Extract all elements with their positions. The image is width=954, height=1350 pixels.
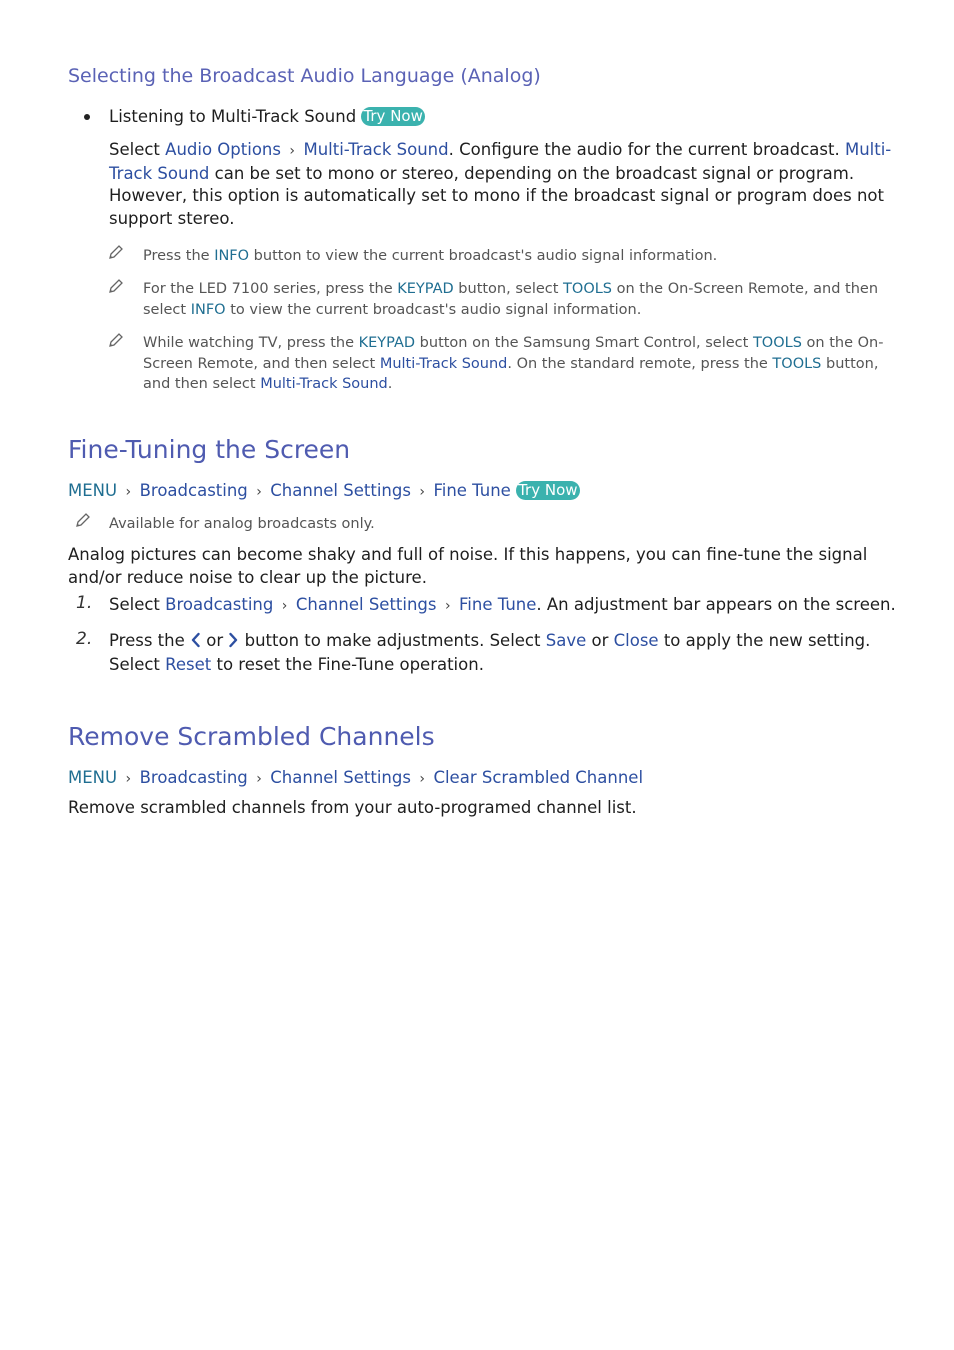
chevron-right-icon: › [256,484,262,500]
section-heading-fine-tuning: Fine-Tuning the Screen [68,435,351,464]
menu-path-item: Fine Tune [433,481,511,500]
pencil-note-icon [74,511,92,529]
chevron-right-icon: › [125,484,132,500]
pencil-note-icon [107,243,125,261]
step-2: Press the or button to make adjustments. Select Save or Close to apply the new setting. Select Reset to reset the Fine-Tune operation. [109,631,871,674]
step-number: 1. [76,593,93,613]
note-info-button: Press the INFO button to view the current broadcast's audio signal information. [143,248,718,264]
step-1: Select Broadcasting › Channel Settings › Fine Tune. An adjustment bar appears on the screen. [109,594,896,618]
note-led-7100: For the LED 7100 series, press the KEYPAD button, select TOOLS on the On-Screen Remote, and then select INFO to view the current broadcast's audio signal information. [143,281,879,318]
menu-path-item: Clear Scrambled Channel [433,768,644,787]
multi-track-paragraph: Select Audio Options › Multi-Track Sound. Configure the audio for the current broadcast. Multi- Track Sound can be set to mono or stereo, depending on the broadcast signal or program. However, this option is automatically set to mono if the broadcast signal or program does not support stereo. [109,140,892,228]
bullet-title [109,106,425,129]
menu-path-item: Channel Settings [270,481,411,500]
section-heading-broadcast-audio: Selecting the Broadcast Audio Language (Analog) [68,65,541,87]
bullet-dot [84,114,90,120]
menu-path-item: Broadcasting [139,768,248,787]
chevron-right-icon: › [419,771,425,787]
pencil-note-icon [107,331,125,349]
left-arrow-icon [190,632,201,648]
note-smart-control: While watching TV, press the KEYPAD button on the Samsung Smart Control, select TOOLS on the On- Screen Remote, and then select Multi-Track Sound. On the standard remote, press the TOOLS button, and then select Multi-Track Sound. [143,335,884,392]
menu-path-item: Channel Settings [270,768,411,787]
step-number: 2. [76,629,93,649]
chevron-right-icon: › [419,484,425,500]
multi-track-sound-link: Multi-Track Sound [303,140,449,159]
chevron-right-icon: › [125,771,132,787]
note-analog-only: Available for analog broadcasts only. [109,516,375,532]
menu-path-fine-tune [68,481,580,500]
try-now-button[interactable]: Try Now [363,107,423,125]
remove-scrambled-paragraph: Remove scrambled channels from your auto-programed channel list. [68,798,637,817]
chevron-right-icon: › [281,598,288,614]
right-arrow-icon [228,632,239,648]
chevron-right-icon: › [289,143,296,159]
try-now-button[interactable]: Try Now [518,481,578,499]
menu-path-item: MENU [68,481,118,500]
audio-options-link: Audio Options [165,140,281,159]
chevron-right-icon: › [444,598,451,614]
menu-path-item: Broadcasting [139,481,248,500]
pencil-note-icon [107,277,125,295]
section-heading-remove-scrambled: Remove Scrambled Channels [68,722,435,751]
menu-path-item: MENU [68,768,118,787]
chevron-right-icon: › [256,771,262,787]
bullet-title-text: Listening to Multi-Track Sound [109,107,357,126]
fine-tune-paragraph: Analog pictures can become shaky and full of noise. If this happens, you can fine-tune the signal and/or reduce noise to clear up the picture. [68,545,868,587]
menu-path-clear-scrambled [68,768,643,787]
